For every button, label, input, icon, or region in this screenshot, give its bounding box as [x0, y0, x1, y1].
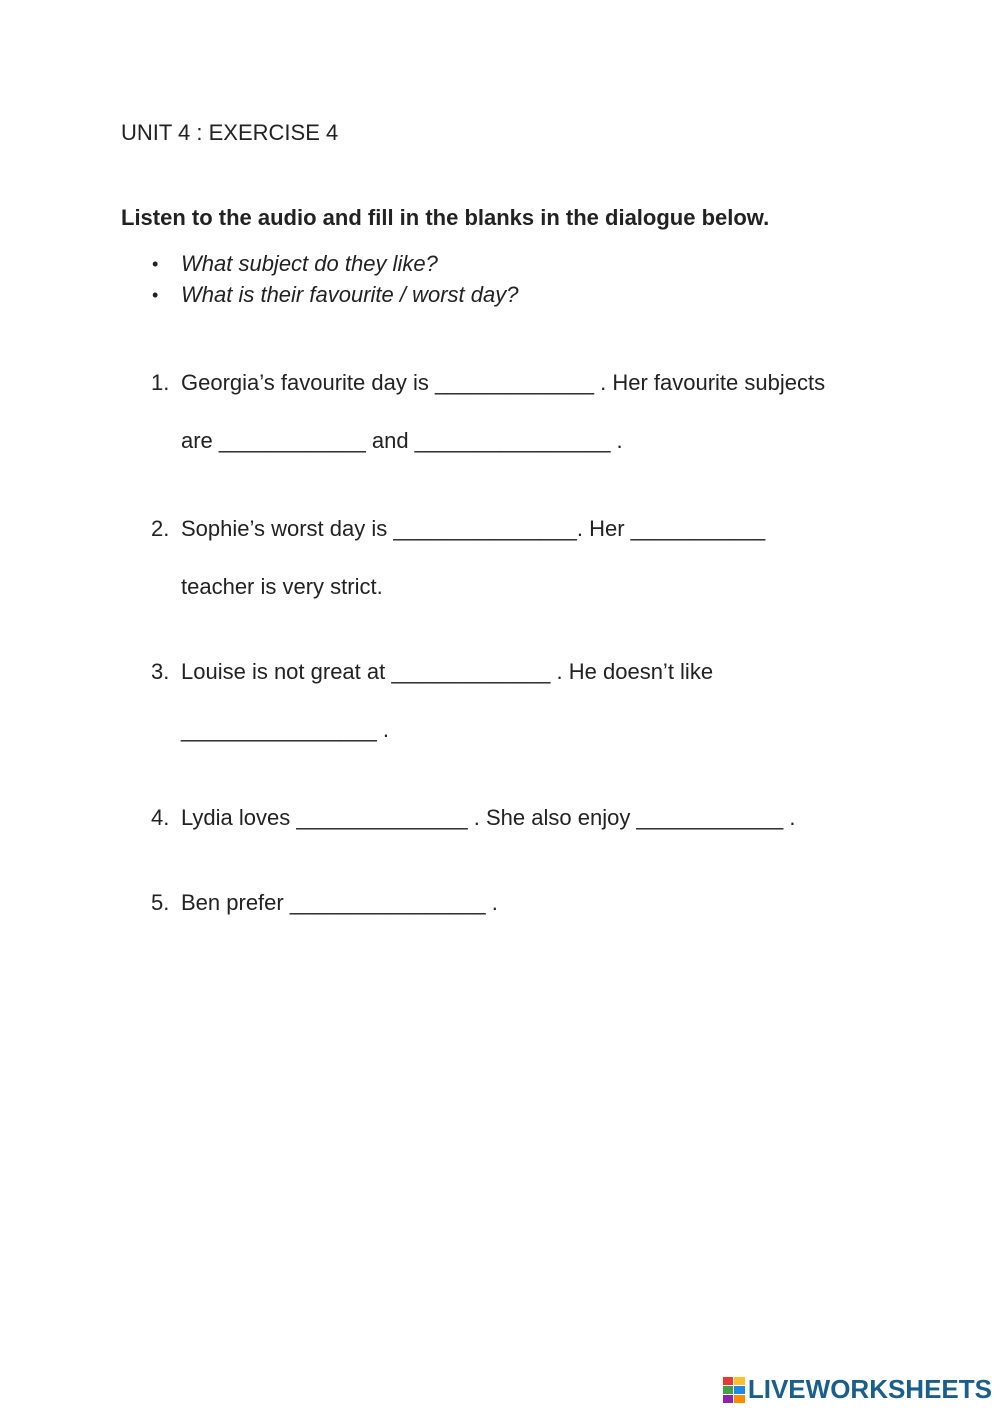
liveworksheets-logo: [723, 1374, 992, 1405]
worksheet-title: UNIT 4 : EXERCISE 4: [121, 120, 339, 145]
logo-tile: [734, 1377, 745, 1385]
bullet-marker: •: [152, 254, 159, 274]
bullet-marker: •: [152, 285, 159, 305]
item-1-line-2: are ____________ and ________________ .: [181, 428, 623, 453]
item-4-line-1: Lydia loves ______________ . She also enjoy ____________ .: [181, 805, 796, 830]
item-2-line-2: teacher is very strict.: [181, 574, 383, 599]
item-2-line-1: Sophie’s worst day is _______________. Her ___________: [181, 516, 766, 541]
logo-tile: [734, 1386, 745, 1394]
item-number: 5.: [151, 890, 170, 915]
item-1-line-1: Georgia’s favourite day is _____________ . Her favourite subjects: [181, 370, 826, 395]
logo-text: LIVEWORKSHEETS: [747, 1374, 992, 1404]
bullet-question-2: What is their favourite / worst day?: [181, 282, 519, 307]
bullet-question-1: What subject do they like?: [181, 251, 438, 276]
item-number: 2.: [151, 516, 170, 541]
item-5-line-1: Ben prefer ________________ .: [181, 890, 498, 915]
logo-tiles-icon: [723, 1377, 745, 1403]
logo-tile: [723, 1377, 734, 1385]
logo-tile: [723, 1395, 734, 1403]
item-number: 4.: [151, 805, 170, 830]
item-3-line-2: ________________ .: [181, 717, 389, 742]
item-number: 1.: [151, 370, 170, 395]
logo-tile: [723, 1386, 734, 1394]
item-3-line-1: Louise is not great at _____________ . He doesn’t like: [181, 659, 714, 684]
logo-tile: [734, 1395, 745, 1403]
item-number: 3.: [151, 659, 170, 684]
instruction-text: Listen to the audio and fill in the blanks in the dialogue below.: [121, 205, 770, 230]
